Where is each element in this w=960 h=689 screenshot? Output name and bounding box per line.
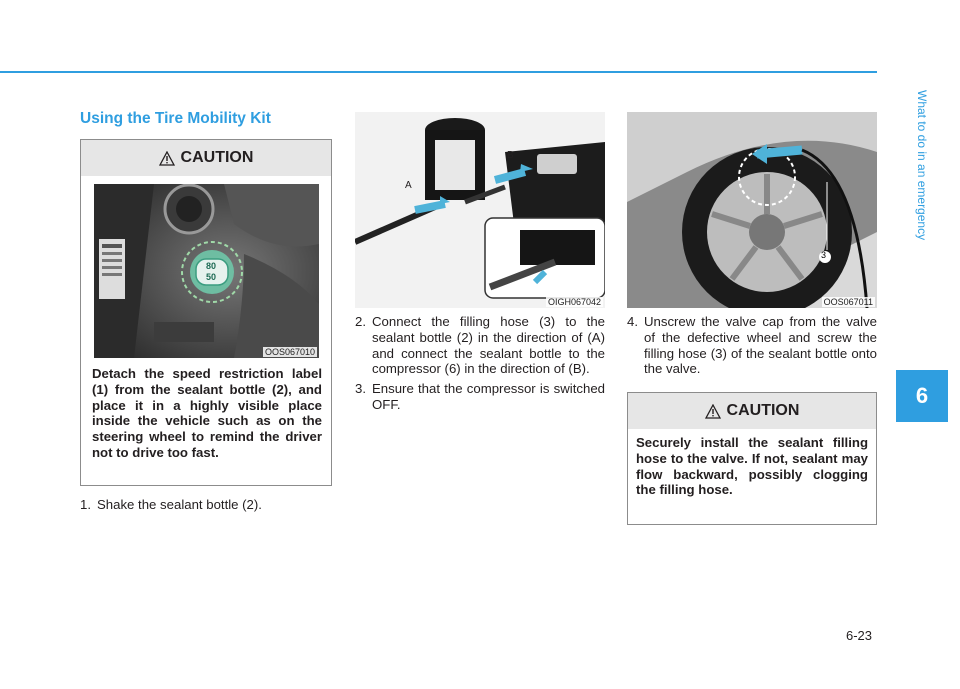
caution-header <box>81 140 331 176</box>
warning-triangle-icon <box>159 151 175 166</box>
caution-header <box>628 393 876 429</box>
step-number: 4. <box>627 314 638 329</box>
section-title: Using the Tire Mobility Kit <box>80 110 271 127</box>
warning-triangle-icon <box>705 404 721 419</box>
tire-illustration <box>627 112 877 308</box>
step-item <box>355 381 605 413</box>
top-rule <box>0 71 877 73</box>
step-number: 3. <box>355 381 366 397</box>
step-text: Unscrew the valve cap from the valve of the defective wheel and screw the filling hose (3) of the sealant bottle onto the valve. <box>644 314 877 377</box>
image-code: OOS067010 <box>264 347 315 357</box>
caution-heading: CAUTION <box>180 149 254 166</box>
page-number: 6-23 <box>846 628 873 643</box>
label-a: A <box>405 180 412 191</box>
step-number: 1. <box>80 497 91 512</box>
step-item <box>80 497 332 513</box>
step-number: 2. <box>355 314 366 329</box>
chapter-title: What to do in an emergency <box>915 90 929 241</box>
sealant-bottle-photo <box>355 112 605 308</box>
image-code: OOS067011 <box>823 297 873 307</box>
caution-box-hose <box>627 392 877 525</box>
step-text: Connect the filling hose (3) to the sealant bottle (2) in the direction of (A) and connect the sealant bottle to the compressor (6) in the direction of (B). <box>372 314 605 377</box>
chapter-number: 6 <box>915 383 929 408</box>
chapter-tab <box>896 370 948 422</box>
caution-box-speed-label <box>80 139 332 486</box>
callout-number: 3 <box>821 250 827 260</box>
caution-text: Securely install the sealant filling hose to the valve. If not, sealant may flow backward, possibly clogging the filling hose. <box>636 435 868 498</box>
caution-text: Detach the speed restriction label (1) from the sealant bottle (2), and place it in a highly visible place inside the vehicle such as on the steering wheel to remind the driver not to drive too fast. <box>92 366 322 460</box>
steps-left <box>80 497 332 517</box>
step-item <box>355 314 605 377</box>
sealant-kit-illustration <box>355 112 605 308</box>
step-item <box>627 314 877 377</box>
step-text: Shake the sealant bottle (2). <box>97 497 262 512</box>
step-text: Ensure that the compressor is switched OFF. <box>372 381 605 412</box>
label-number-bottom: 50 <box>206 272 217 282</box>
dashboard-photo <box>94 184 319 358</box>
steps-middle <box>355 314 605 417</box>
steps-right <box>627 314 877 381</box>
label-number-top: 80 <box>206 261 217 271</box>
label-b: B <box>507 150 514 161</box>
image-code: OIGH067042 <box>547 297 601 307</box>
caution-heading: CAUTION <box>726 402 800 419</box>
tire-valve-photo <box>627 112 877 308</box>
